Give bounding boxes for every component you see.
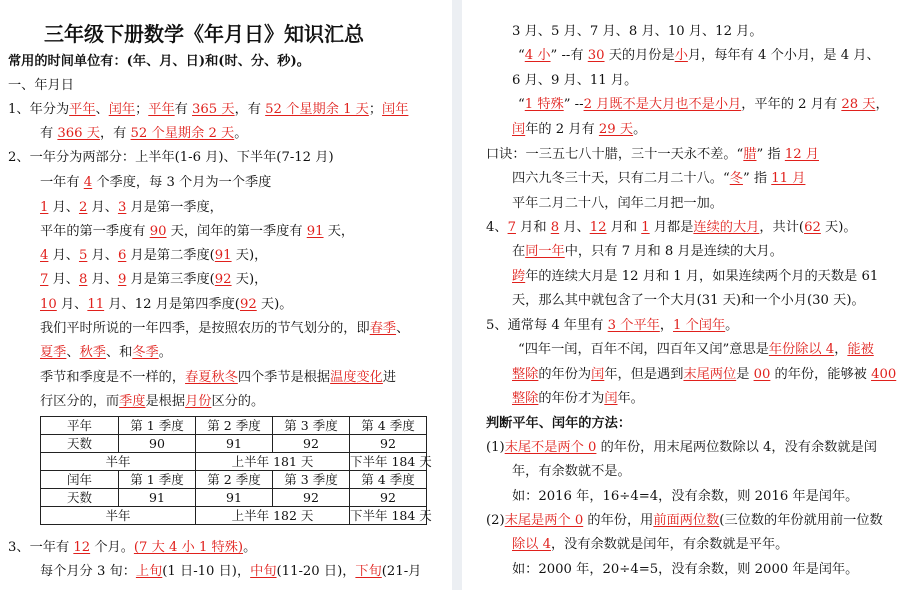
text-run: 月、 <box>87 272 118 287</box>
highlight-text: 365 天 <box>192 102 235 117</box>
table-row <box>41 435 427 453</box>
table-cell: 第 1 季度 <box>119 471 196 489</box>
text-run: ， <box>659 318 674 333</box>
text-run: (三位数的年份就用前一位数 <box>719 513 883 528</box>
text-run: 、 <box>396 321 410 336</box>
table-cell: 天数 <box>41 435 119 453</box>
text-run: ， <box>834 342 848 357</box>
text-run: ，平年的 2 月有 <box>741 97 842 112</box>
text-run: 。 <box>633 122 647 137</box>
highlight-text: 4 小 <box>524 48 551 63</box>
february-line-1 <box>518 95 889 115</box>
item-5-line-1 <box>486 316 738 336</box>
table-cell: 半年 <box>41 507 196 525</box>
text-run: 我们平时所说的一年四季，是按照农历的节气划分的，即 <box>40 321 370 336</box>
small-months-line-1 <box>518 46 880 66</box>
method-1-line-2 <box>512 462 631 482</box>
text-run: 。 <box>243 540 257 555</box>
text-run: ， <box>875 97 889 112</box>
text-run: 的年份，能够被 <box>770 367 872 382</box>
text-run: ，有 <box>99 126 131 141</box>
rhyme-line-2 <box>512 169 805 189</box>
table-cell: 90 <box>119 435 196 453</box>
text-run: 月、 <box>48 248 79 263</box>
text-run: 平年的第一季度有 <box>40 224 150 239</box>
table-cell: 第 2 季度 <box>196 471 273 489</box>
highlight-text: 12 <box>73 540 91 555</box>
text-run: 个季度，每 3 个月为一个季度 <box>92 175 272 190</box>
text-run: “ <box>518 48 525 63</box>
highlight-text: 上旬 <box>135 564 163 579</box>
text-run: 、 <box>95 102 109 117</box>
highlight-text: 闰 <box>591 367 605 382</box>
text-run: 6 月、9 月、11 月。 <box>512 73 638 88</box>
highlight-text: 400 <box>871 367 897 382</box>
text-run: 月、 <box>56 297 88 312</box>
highlight-text: 整除 <box>512 391 539 406</box>
text-run: 月和 <box>606 220 642 235</box>
seasons-line-3 <box>40 368 396 388</box>
text-run: 的年份为 <box>538 367 592 382</box>
big-months-line <box>512 22 763 42</box>
table-cell: 91 <box>196 489 273 507</box>
highlight-text: 平年 <box>148 102 175 117</box>
highlight-text: 90 <box>149 224 167 239</box>
quarters-intro <box>40 173 271 193</box>
text-run: 的年份，用 <box>583 513 654 528</box>
table-cell: 92 <box>273 435 350 453</box>
page-gap <box>452 0 462 590</box>
highlight-text: 8 <box>550 220 560 235</box>
table-row <box>41 417 427 435</box>
highlight-text: 9 <box>117 272 127 287</box>
seasons-line-1 <box>40 319 409 339</box>
table-cell: 第 3 季度 <box>273 471 350 489</box>
quarter-3-line <box>40 270 267 290</box>
seasons-line-2 <box>40 343 172 363</box>
highlight-text: 整除 <box>512 367 539 382</box>
highlight-text: 4 <box>40 248 49 263</box>
table-cell: 下半年 184 天 <box>350 453 432 469</box>
doc-title: 三年级下册数学《年月日》知识汇总 <box>44 22 364 46</box>
units-line <box>8 52 310 72</box>
method-heading <box>486 414 631 434</box>
highlight-text: 腊 <box>743 147 757 162</box>
table-row <box>41 453 427 471</box>
text-run: 月是第三季度( <box>126 272 215 287</box>
highlight-text: 92 <box>239 297 257 312</box>
text-run: 的年份才为 <box>538 391 605 406</box>
highlight-text: 月份 <box>185 394 212 409</box>
highlight-text: 闰 <box>512 122 526 137</box>
text-run: ” 指 <box>756 147 785 162</box>
text-run: 年，但是遇到 <box>604 367 684 382</box>
text-run: 有 <box>174 102 193 117</box>
text-run: 四个季节是根据 <box>237 370 331 385</box>
text-run: 天)， <box>231 248 268 263</box>
highlight-text: 7 <box>507 220 516 235</box>
text-run: ” 指 <box>742 171 772 186</box>
highlight-text: 3 个平年 <box>607 318 660 333</box>
text-run: 。 <box>725 318 739 333</box>
text-run: (21-月 <box>381 564 422 579</box>
method-2-example <box>512 560 858 580</box>
highlight-text: 52 个星期余 1 天 <box>265 102 369 117</box>
text-run: 月、 <box>87 200 118 215</box>
text-run: 1、年分为 <box>8 102 70 117</box>
text-run: ” --有 <box>550 48 588 63</box>
highlight-text: 季度 <box>119 394 146 409</box>
highlight-text: 连续的大月 <box>693 220 760 235</box>
table-cell: 平年 <box>41 417 119 435</box>
table-cell: 91 <box>196 435 273 453</box>
highlight-text: 29 天 <box>598 122 634 137</box>
text-run: 区分的。 <box>211 394 265 409</box>
text-run: 天，闰年的第一季度有 <box>166 224 307 239</box>
table-cell: 92 <box>273 489 350 507</box>
highlight-text: 年份除以 4 <box>768 342 835 357</box>
highlight-text: 7 <box>40 272 49 287</box>
highlight-text: 温度变化 <box>330 370 383 385</box>
text-run: 2、一年分为两部分：上半年(1-6 月)、下半年(7-12 月) <box>8 150 334 165</box>
highlight-text: 平年 <box>69 102 96 117</box>
highlight-text: 春夏秋冬 <box>185 370 238 385</box>
text-run: 平年二月二十八，闰年二月把一加。 <box>512 196 723 211</box>
table-cell: 第 2 季度 <box>196 417 273 435</box>
section-heading-year-month-day <box>8 76 74 96</box>
table-cell: 第 1 季度 <box>119 417 196 435</box>
text-run: 每个月分 3 旬： <box>40 564 136 579</box>
text-run: 。 <box>158 345 172 360</box>
text-run: 口诀：一三五七八十腊，三十一天永不差。“ <box>486 147 744 162</box>
text-run: 月、 <box>559 220 590 235</box>
highlight-text: 52 个星期余 2 天 <box>130 126 235 141</box>
seasons-line-4 <box>40 392 264 412</box>
highlight-text: 1 特殊 <box>524 97 564 112</box>
highlight-text: 12 <box>589 220 607 235</box>
method-1-example <box>512 487 858 507</box>
item-5-line-3 <box>512 365 896 385</box>
text-run: 5、通常每 4 年里有 <box>486 318 608 333</box>
item-1-line-2 <box>40 124 247 144</box>
left-page <box>0 0 452 590</box>
text-run: 个月。 <box>90 540 134 555</box>
item-4-line-3 <box>512 267 878 287</box>
highlight-text: 1 <box>641 220 650 235</box>
february-line-2 <box>512 120 646 140</box>
highlight-text: 1 <box>40 200 49 215</box>
highlight-text: 闰年 <box>108 102 136 117</box>
highlight-text: 小 <box>674 48 688 63</box>
table-row <box>41 489 427 507</box>
text-run: 是根据 <box>145 394 186 409</box>
quarter-days-table <box>40 416 432 525</box>
small-months-line-2 <box>512 71 637 91</box>
highlight-text: 11 <box>87 297 105 312</box>
text-run: 月是第二季度( <box>126 248 215 263</box>
highlight-text: 1 个闰年 <box>673 318 726 333</box>
text-run: ，有 <box>234 102 266 117</box>
text-run: 天， <box>323 224 355 239</box>
text-run: 年。 <box>617 391 644 406</box>
text-run: (1 日-10 日)， <box>162 564 251 579</box>
highlight-text: 2 <box>78 200 88 215</box>
highlight-text: 冬 <box>729 171 743 186</box>
text-run: 月、 <box>48 200 79 215</box>
highlight-text: (7 大 4 小 1 特殊) <box>133 540 244 555</box>
text-run: 四六九冬三十天，只有二月二十八。“ <box>512 171 730 186</box>
table-cell: 第 4 季度 <box>350 471 427 489</box>
highlight-text: 3 <box>117 200 127 215</box>
highlight-text: 00 <box>753 367 771 382</box>
highlight-text: 前面两位数 <box>653 513 720 528</box>
text-run: 月、 <box>48 272 79 287</box>
table-cell: 92 <box>350 435 427 453</box>
text-run: 天的月份是 <box>604 48 675 63</box>
highlight-text: 11 月 <box>771 171 806 186</box>
text-run: 季节和季度是不一样的， <box>40 370 186 385</box>
table-cell: 上半年 182 天 <box>196 507 350 525</box>
text-run: ，共计( <box>759 220 805 235</box>
item-3-line-1 <box>8 538 256 558</box>
text-run: “ <box>518 97 525 112</box>
item-3-line-2 <box>40 562 421 582</box>
highlight-text: 8 <box>78 272 88 287</box>
table-row <box>41 471 427 489</box>
highlight-text: 91 <box>214 248 232 263</box>
text-run: 3、一年有 <box>8 540 74 555</box>
text-run: ； <box>368 102 383 117</box>
text-run: (1) <box>486 440 505 455</box>
highlight-text: 能被 <box>847 342 874 357</box>
text-run: 、和 <box>105 345 133 360</box>
highlight-text: 91 <box>306 224 324 239</box>
item-5-line-4 <box>512 389 644 409</box>
text-run: 年，有余数就不是。 <box>512 464 631 479</box>
table-row <box>41 507 427 525</box>
highlight-text: 28 天 <box>841 97 876 112</box>
text-run: 月和 <box>515 220 551 235</box>
text-run: 进 <box>382 370 397 385</box>
table-cell: 第 4 季度 <box>350 417 427 435</box>
rhyme-line-3 <box>512 194 723 214</box>
highlight-text: 5 <box>78 248 88 263</box>
text-run: 月、 <box>87 248 118 263</box>
text-run: (11-20 日)， <box>276 564 356 579</box>
right-page <box>462 0 908 590</box>
highlight-text: 2 月既不是大月也不是小月 <box>583 97 742 112</box>
text-run: 天，那么其中就包含了一个大月(31 天)和一个小月(30 天)。 <box>512 293 865 308</box>
table-cell: 92 <box>350 489 427 507</box>
text-run: 如：2000 年，20÷4=5，没有余数，则 2000 年是闰年。 <box>512 562 859 577</box>
text-run: ； <box>135 102 149 117</box>
item-4-line-4 <box>512 291 865 311</box>
highlight-text: 30 <box>587 48 605 63</box>
quarter-4-line <box>40 295 292 315</box>
highlight-text: 末尾是两个 0 <box>504 513 584 528</box>
highlight-text: 秋季 <box>79 345 106 360</box>
table-cell: 闰年 <box>41 471 119 489</box>
item-4-line-2 <box>512 242 783 262</box>
text-run: 月，每年有 4 个小月，是 4 月、 <box>687 48 880 63</box>
text-run: “四年一闰，百年不闰，四百年又闰”意思是 <box>518 342 769 357</box>
highlight-text: 跨 <box>512 269 526 284</box>
text-run: 年的连续大月是 12 月和 1 月，如果连续两个月的天数是 61 <box>525 269 879 284</box>
highlight-text: 春季 <box>369 321 397 336</box>
highlight-text: 末尾两位 <box>683 367 737 382</box>
method-2-line-2 <box>512 535 788 555</box>
text-run: 3 月、5 月、7 月、8 月、10 月、12 月。 <box>512 24 763 39</box>
text-run: 月、12 月是第四季度( <box>104 297 240 312</box>
highlight-text: 末尾不是两个 0 <box>504 440 597 455</box>
highlight-text: 下旬 <box>355 564 382 579</box>
table-cell: 半年 <box>41 453 196 471</box>
item-1-line-1 <box>8 100 408 120</box>
highlight-text: 冬季 <box>132 345 159 360</box>
item-4-line-1 <box>486 218 857 238</box>
text-run: ” -- <box>563 97 584 112</box>
quarter-1-line <box>40 198 223 218</box>
text-run: 在 <box>512 244 526 259</box>
highlight-text: 366 天 <box>57 126 100 141</box>
text-run: 是 <box>736 367 754 382</box>
text-run: 、 <box>66 345 80 360</box>
highlight-text: 92 <box>214 272 232 287</box>
highlight-text: 中旬 <box>250 564 277 579</box>
text-run: 4、 <box>486 220 508 235</box>
method-1-line-1 <box>486 438 877 458</box>
highlight-text: 闰年 <box>382 102 409 117</box>
text-run: 有 <box>40 126 58 141</box>
highlight-text: 闰 <box>604 391 618 406</box>
text-run: 月是第一季度， <box>126 200 223 215</box>
text-run: 天)， <box>231 272 268 287</box>
text-run: 判断平年、闰年的方法： <box>486 416 632 431</box>
table-cell: 第 3 季度 <box>273 417 350 435</box>
highlight-text: 夏季 <box>40 345 67 360</box>
text-run: 天)。 <box>820 220 857 235</box>
text-run: 天)。 <box>256 297 293 312</box>
highlight-text: 6 <box>117 248 127 263</box>
text-run: ，没有余数就是闰年，有余数就是平年。 <box>550 537 789 552</box>
table-cell: 天数 <box>41 489 119 507</box>
text-run: 年的 2 月有 <box>525 122 599 137</box>
highlight-text: 12 月 <box>784 147 819 162</box>
rhyme-line-1 <box>486 145 819 165</box>
table-cell: 91 <box>119 489 196 507</box>
text-run: 常用的时间单位有：(年、月、日)和(时、分、秒)。 <box>8 54 310 69</box>
text-run: 。 <box>234 126 248 141</box>
text-run: 月都是 <box>649 220 694 235</box>
text-run: (2) <box>486 513 505 528</box>
text-run: 的年份，用末尾两位数除以 4，没有余数就是闰 <box>596 440 877 455</box>
highlight-text: 同一年 <box>525 244 565 259</box>
text-run: 一年有 <box>40 175 84 190</box>
highlight-text: 除以 4 <box>512 537 551 552</box>
text-run: 如：2016 年，16÷4=4，没有余数，则 2016 年是闰年。 <box>512 489 859 504</box>
quarter-1-days-line <box>40 222 354 242</box>
table-cell: 下半年 184 天 <box>350 507 432 523</box>
text-run: 行区分的，而 <box>40 394 120 409</box>
item-2-heading <box>8 148 334 168</box>
highlight-text: 62 <box>804 220 821 235</box>
text-run: 一、年月日 <box>8 78 74 93</box>
table-cell: 上半年 181 天 <box>196 453 350 471</box>
item-5-line-2 <box>518 340 874 360</box>
text-run: 中，只有 7 月和 8 月是连续的大月。 <box>564 244 783 259</box>
quarter-2-line <box>40 246 267 266</box>
highlight-text: 10 <box>40 297 57 312</box>
method-2-line-1 <box>486 511 883 531</box>
highlight-text: 4 <box>83 175 93 190</box>
